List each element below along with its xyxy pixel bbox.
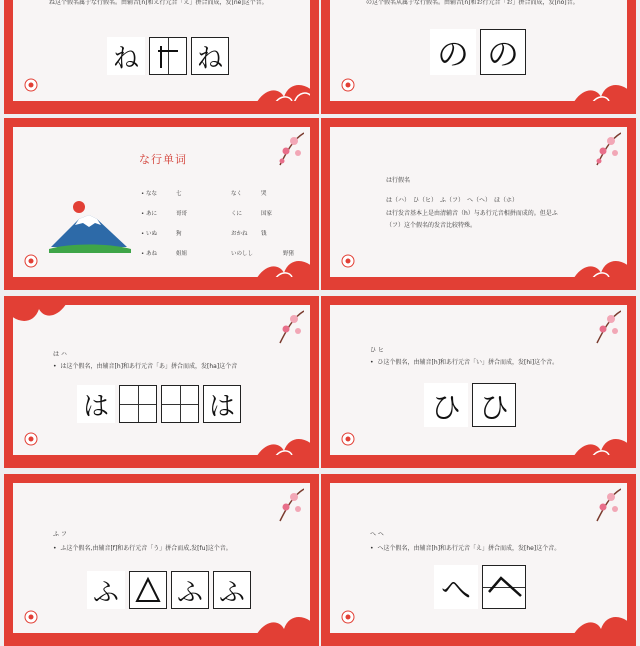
mount-fuji-icon [49, 193, 131, 253]
plum-blossom-icon [270, 307, 304, 347]
slide-heading: は ハ [53, 351, 67, 358]
slide-text: • ふ这个假名,由辅音[f]和あ行元音「う」拼合而成,发[fu]这个音。 [53, 545, 232, 552]
slide-heading: へ ヘ [370, 531, 384, 538]
slide-ne[interactable] [4, 0, 319, 114]
slide-ha-row[interactable] [321, 118, 636, 290]
flower-icon [341, 432, 355, 446]
list-item: おかね 钱 [231, 231, 267, 237]
wave-decoration-icon [13, 305, 69, 329]
list-item: くに 国家 [231, 211, 273, 217]
slide-text: • は这个假名，由辅音[h]和あ行元音「あ」拼合而成，发[ha]这个音 [53, 363, 238, 370]
slide-text: ね这个假名属于な行假名。由辅音[n]和え行元音「え」拼合而成，发[ne]这个音。 [49, 0, 268, 6]
kana-glyph-box: ね [191, 37, 229, 75]
slide-text: の这个假名从属于な行假名。由辅音[n]和お行元音「お」拼合而成，发[no]音。 [366, 0, 579, 6]
kana-glyph: は [77, 385, 115, 423]
wave-decoration-icon [254, 77, 310, 101]
kana-glyph-box: ひ [472, 383, 516, 427]
kana-glyph-box [482, 565, 526, 609]
slide-heading: ひ ヒ [370, 347, 384, 354]
slide-content [13, 127, 310, 277]
kana-glyph-box: ふ [213, 571, 251, 609]
list-item: いのしし 野猪 [231, 251, 295, 257]
flower-icon [24, 610, 38, 624]
slide-he[interactable] [321, 474, 636, 646]
wave-decoration-icon [571, 431, 627, 455]
plum-blossom-icon [270, 485, 304, 525]
slide-content [13, 0, 310, 101]
vocab-list-left [141, 189, 187, 269]
slide-title: な行单词 [139, 153, 187, 166]
slide-no[interactable] [321, 0, 636, 114]
slide-hi[interactable] [321, 296, 636, 468]
kana-glyph-box: は [203, 385, 241, 423]
plum-blossom-icon [587, 485, 621, 525]
plum-blossom-icon [587, 129, 621, 169]
kana-practice-row [77, 385, 241, 423]
kana-glyph-box [161, 385, 199, 423]
kana-practice-row [430, 29, 526, 75]
plum-blossom-icon [587, 307, 621, 347]
list-item: • なな 七 [141, 191, 182, 197]
slide-content [330, 483, 627, 633]
flower-icon [24, 432, 38, 446]
slide-text: • へ这个假名，由辅音[h]和あ行元音「え」拼合而成，发[he]这个音。 [370, 545, 561, 552]
slide-content [13, 483, 310, 633]
kana-glyph: へ [434, 565, 478, 609]
list-item: なく 哭 [231, 191, 267, 197]
slide-ha[interactable] [4, 296, 319, 468]
wave-decoration-icon [571, 609, 627, 633]
list-item: • いぬ 狗 [141, 231, 182, 237]
flower-icon [341, 610, 355, 624]
kana-glyph: ふ [87, 571, 125, 609]
kana-glyph-box: ふ [171, 571, 209, 609]
flower-icon [341, 78, 355, 92]
flower-icon [24, 78, 38, 92]
slide-line-3: は行发音基本上是由清辅音（h）与あ行元音相拼而成的。但是ふ [386, 210, 558, 217]
wave-decoration-icon [571, 253, 627, 277]
slide-line-2: は（ハ） ひ（ヒ） ふ（フ） へ（ヘ） ほ（ホ） [386, 197, 519, 204]
flower-icon [24, 254, 38, 268]
slide-text: • ひ这个假名，由辅音[h]和あ行元音「い」拼合而成，发[hi]这个音。 [370, 359, 559, 366]
slide-content [330, 0, 627, 101]
slide-content [330, 305, 627, 455]
kana-practice-row [424, 383, 516, 427]
kana-glyph: ひ [424, 383, 468, 427]
kana-practice-row [107, 37, 229, 75]
kana-glyph-box [129, 571, 167, 609]
plum-blossom-icon [270, 129, 304, 169]
slide-line-4: （フ）这个假名的发音比较特殊。 [386, 222, 477, 229]
kana-glyph: ね [107, 37, 145, 75]
kana-glyph-box [119, 385, 157, 423]
slide-fu[interactable] [4, 474, 319, 646]
wave-decoration-icon [571, 77, 627, 101]
kana-stroke-box [149, 37, 187, 75]
list-item: • あに 哥哥 [141, 211, 188, 217]
slide-heading: ふ フ [53, 531, 67, 538]
kana-practice-row [87, 571, 251, 609]
kana-practice-row [434, 565, 526, 609]
list-item: • あね 姐姐 [141, 251, 188, 257]
slide-content [330, 127, 627, 277]
slide-line-1: は行假名 [386, 177, 411, 184]
wave-decoration-icon [254, 431, 310, 455]
wave-decoration-icon [254, 253, 310, 277]
kana-glyph: の [430, 29, 476, 75]
wave-decoration-icon [254, 609, 310, 633]
kana-glyph-box: の [480, 29, 526, 75]
slide-content [13, 305, 310, 455]
slide-na-vocab[interactable] [4, 118, 319, 290]
flower-icon [341, 254, 355, 268]
